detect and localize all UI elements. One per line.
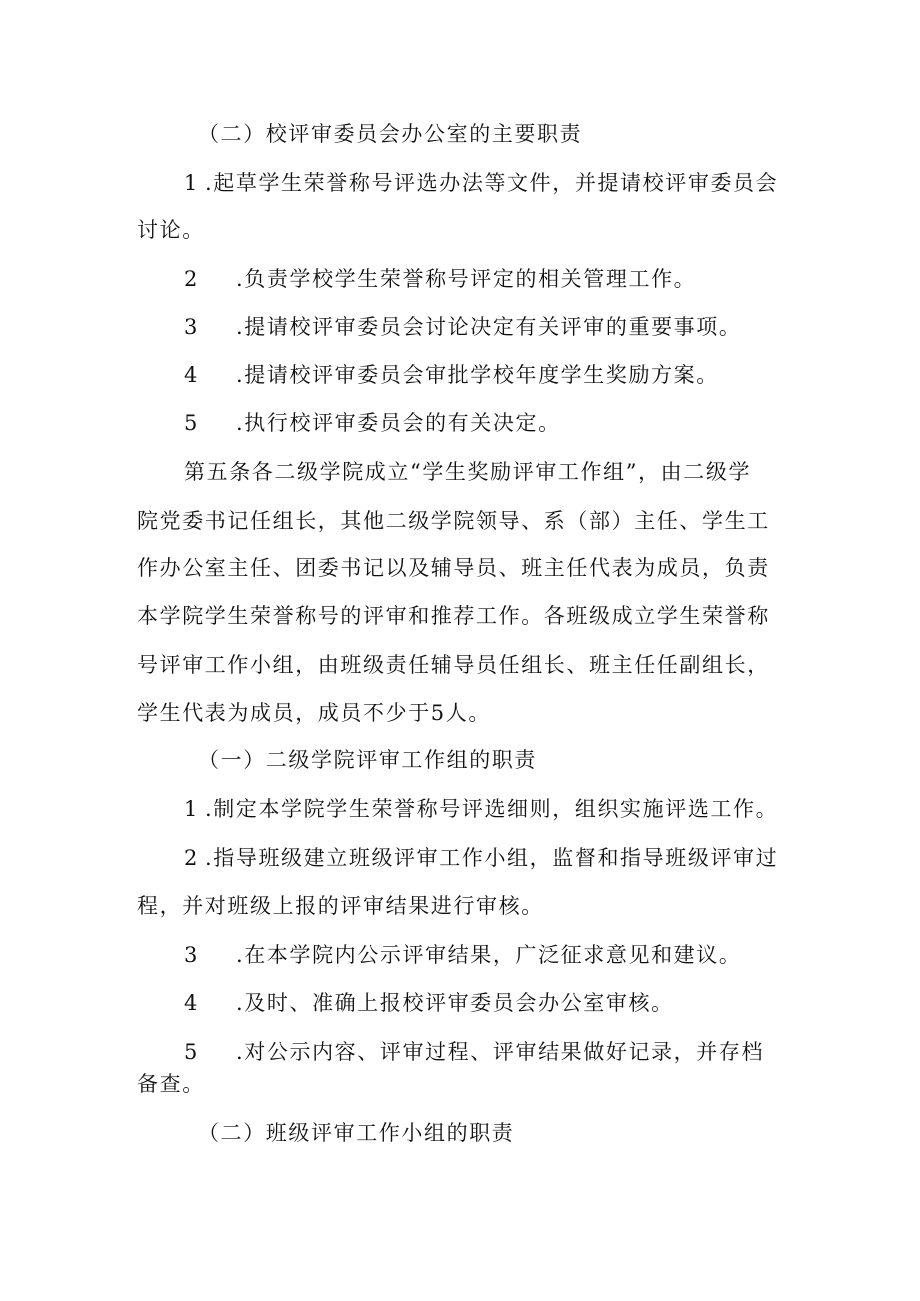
paragraph-text: 作办公室主任、团委书记以及辅导员、班主任代表为成员，负责 bbox=[137, 556, 770, 580]
article5-line-6 bbox=[137, 699, 491, 727]
section-heading-college-text: （一）二级学院评审工作组的职责 bbox=[198, 748, 537, 772]
item-text: .制定本学院学生荣誉称号评选细则，组织实施评选工作。 bbox=[204, 797, 779, 821]
office-duty-1-continuation bbox=[137, 216, 205, 244]
item-number: 1 bbox=[184, 171, 199, 195]
college-duty-4 bbox=[184, 989, 674, 1017]
section-heading-college bbox=[198, 746, 537, 774]
item-number: 3 bbox=[184, 315, 199, 339]
article5-line-1 bbox=[184, 458, 751, 486]
item-text-continuation: 程，并对班级上报的评审结果进行审核。 bbox=[137, 894, 544, 918]
paragraph-text: 本学院学生荣誉称号的评审和推荐工作。各班级成立学生荣誉称 bbox=[137, 604, 770, 628]
paragraph-text: 第五条各二级学院成立“学生奖励评审工作组”，由二级学 bbox=[184, 460, 752, 484]
item-text: .在本学院内公示评审结果，广泛征求意见和建议。 bbox=[236, 943, 742, 967]
item-text: .及时、准确上报校评审委员会办公室审核。 bbox=[236, 991, 674, 1015]
college-duty-5-continuation bbox=[137, 1070, 205, 1098]
item-text: .起草学生荣誉称号评选办法等文件，并提请校评审委员会 bbox=[204, 171, 779, 195]
item-number: 3 bbox=[184, 943, 199, 967]
section-heading-office bbox=[198, 120, 582, 148]
office-duty-2 bbox=[184, 265, 696, 293]
college-duty-1 bbox=[184, 795, 778, 823]
college-duty-3 bbox=[184, 941, 741, 969]
item-number: 2 bbox=[184, 846, 199, 870]
office-duty-3 bbox=[184, 313, 741, 341]
section-heading-office-text: （二）校评审委员会办公室的主要职责 bbox=[198, 122, 583, 146]
article5-line-2 bbox=[137, 507, 770, 535]
item-text-continuation: 备查。 bbox=[137, 1072, 205, 1096]
item-number: 1 bbox=[184, 797, 199, 821]
item-number: 5 bbox=[184, 1040, 199, 1064]
item-text: .提请校评审委员会审批学校年度学生奖励方案。 bbox=[236, 363, 719, 387]
item-number: 2 bbox=[184, 267, 199, 291]
item-text: .负责学校学生荣誉称号评定的相关管理工作。 bbox=[236, 267, 697, 291]
article5-line-5 bbox=[137, 651, 770, 679]
article5-line-4 bbox=[137, 602, 770, 630]
paragraph-text: 号评审工作小组，由班级责任辅导员任组长、班主任任副组长， bbox=[137, 653, 770, 677]
college-duty-2 bbox=[184, 844, 778, 872]
paragraph-text: 学生代表为成员，成员不少于5人。 bbox=[137, 701, 491, 725]
item-number: 5 bbox=[184, 411, 199, 435]
item-text-continuation: 讨论。 bbox=[137, 218, 205, 242]
item-text: .对公示内容、评审过程、评审结果做好记录，并存档 bbox=[236, 1040, 765, 1064]
paragraph-text: 院党委书记任组长，其他二级学院领导、系（部）主任、学生工 bbox=[137, 509, 770, 533]
item-number: 4 bbox=[184, 363, 199, 387]
item-text: .提请校评审委员会讨论决定有关评审的重要事项。 bbox=[236, 315, 742, 339]
item-number: 4 bbox=[184, 991, 199, 1015]
item-text: .指导班级建立班级评审工作小组，监督和指导班级评审过 bbox=[204, 846, 779, 870]
office-duty-5 bbox=[184, 409, 561, 437]
office-duty-4 bbox=[184, 361, 719, 389]
office-duty-1 bbox=[184, 169, 778, 197]
college-duty-2-continuation bbox=[137, 892, 544, 920]
article5-line-3 bbox=[137, 554, 770, 582]
college-duty-5 bbox=[184, 1038, 764, 1066]
section-heading-class-text: （二）班级评审工作小组的职责 bbox=[198, 1121, 515, 1145]
section-heading-class bbox=[198, 1119, 514, 1147]
item-text: .执行校评审委员会的有关决定。 bbox=[236, 411, 561, 435]
